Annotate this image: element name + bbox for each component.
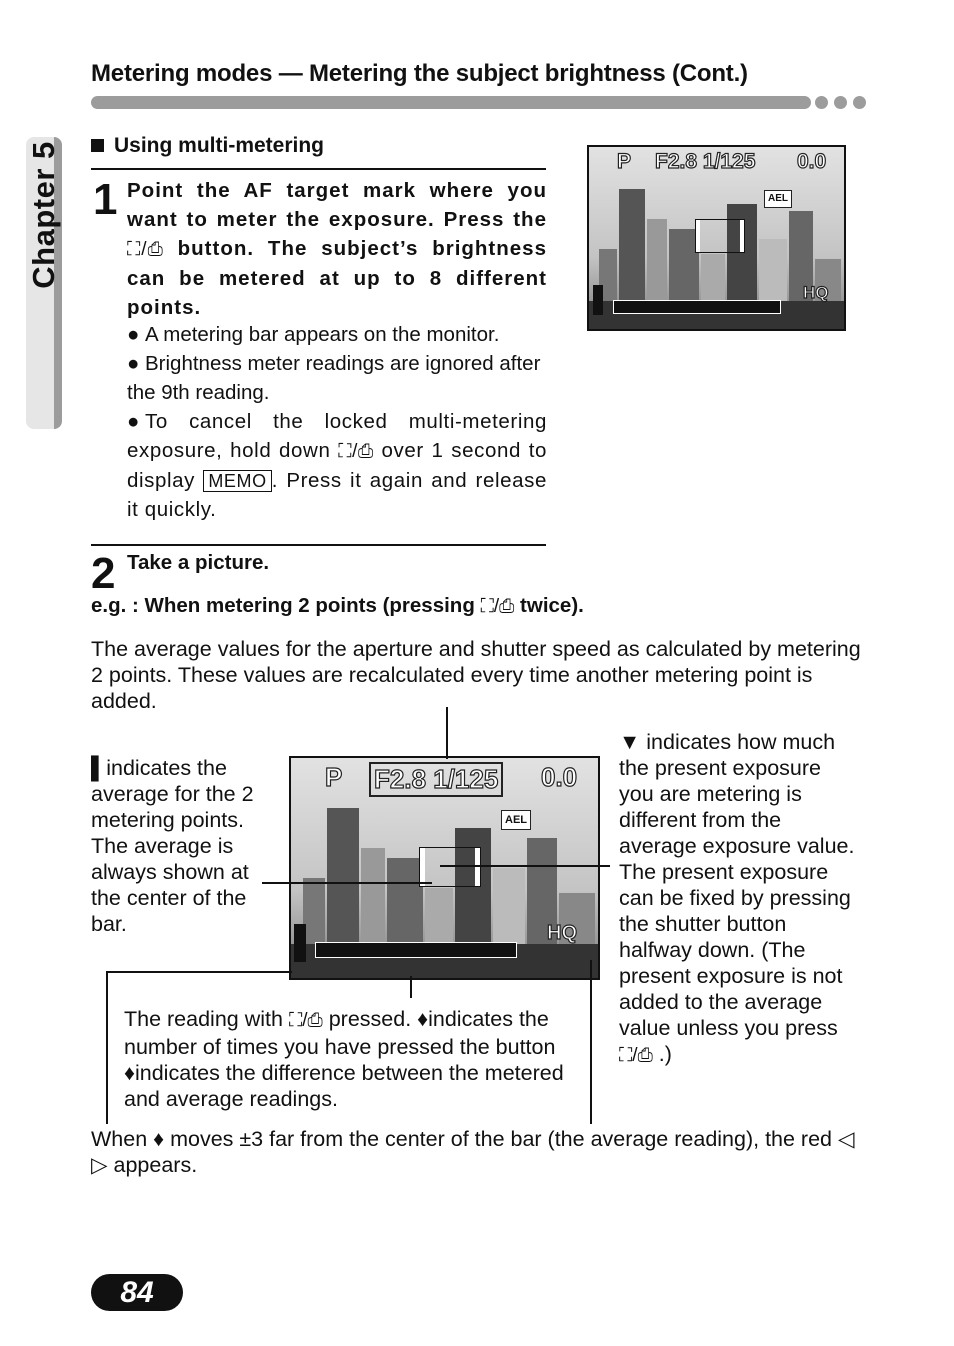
annotation-present-exposure: ▼ indicates how much the present exposure you are metering is different from the average exposure value. The present exposure can be fixed by pressing the shutter button halfway down. (The present exposure is not added to the average value unless you press ⛶/⎙ .): [619, 729, 859, 1069]
chapter-label: Chapter 5: [26, 141, 61, 289]
quality-indicator: HQ: [803, 283, 829, 302]
aperture-shutter-readout: F2.8 1/125: [655, 150, 756, 173]
header-dot: [853, 96, 866, 109]
description-paragraph: The average values for the aperture and shutter speed as calculated by metering 2 points. These values are recalculated every time another metering point is added.: [91, 637, 861, 713]
monitor-screen-small: [587, 145, 846, 331]
callout-line: [106, 971, 108, 1124]
step-number: 2: [91, 549, 116, 598]
divider: [91, 544, 546, 546]
af-memory-icon: ⛶/⎙: [338, 441, 374, 462]
exposure-level-bar: [294, 924, 306, 962]
aperture-shutter-readout: F2.8 1/125: [369, 762, 503, 797]
af-memory-icon: ⛶/⎙: [619, 1045, 653, 1066]
callout-line: [106, 971, 292, 973]
step1-text: Point the AF target mark where you want to meter the exposure. Press the ⛶/⎙ button. The subject’s brightness can be metered at up to 8 different points.: [127, 179, 547, 319]
af-memory-icon: ⛶/⎙: [480, 596, 515, 617]
af-target-mark: [696, 220, 744, 252]
mode-indicator: P: [325, 762, 343, 792]
exposure-comp-readout: 0.0: [797, 150, 827, 173]
mode-indicator: P: [617, 150, 632, 173]
callout-line: [440, 865, 610, 867]
af-target-mark: [420, 848, 480, 886]
af-memory-icon: ⛶/⎙: [127, 239, 164, 260]
exposure-level-bar: [593, 285, 603, 315]
section-heading: Using multi-metering: [91, 134, 324, 158]
square-bullet-icon: [91, 139, 104, 152]
callout-line: [410, 976, 412, 998]
metering-bar: [315, 942, 517, 958]
annotation-reading: The reading with ⛶/⎙ pressed. ♦indicates the number of times you have pressed the button ♦indicates the difference between the metered and average readings.: [124, 1007, 564, 1111]
callout-line: [446, 707, 448, 759]
ael-icon: AEL: [764, 190, 792, 208]
monitor-screen-large: [289, 756, 600, 980]
bullet-item: ● Brightness meter readings are ignored after the 9th reading.: [127, 352, 541, 404]
example-heading: e.g. : When metering 2 points (pressing ⛶/⎙ twice).: [91, 594, 584, 617]
header-dot: [834, 96, 847, 109]
divider: [91, 168, 546, 170]
ael-icon: AEL: [501, 810, 531, 830]
step2-text: Take a picture.: [127, 551, 270, 574]
metering-bar: [613, 300, 781, 314]
callout-line: [262, 882, 432, 884]
bullet-item: ● To cancel the locked multi-metering exposure, hold down ⛶/⎙ over 1 second to display MEMO . Press it again and release it quickly.: [127, 410, 548, 521]
page-number: 84: [91, 1274, 183, 1311]
quality-indicator: HQ: [547, 922, 577, 944]
header-dot: [815, 96, 828, 109]
step-number: 1: [93, 175, 118, 224]
footer-note: When ♦ moves ±3 far from the center of the bar (the average reading), the red ◁ ▷ appears.: [91, 1127, 855, 1177]
callout-line: [590, 960, 592, 1124]
page-title: Metering modes — Metering the subject brightness (Cont.): [91, 60, 748, 87]
memo-indicator: MEMO: [203, 470, 271, 492]
exposure-comp-readout: 0.0: [541, 762, 578, 792]
af-memory-icon: ⛶/⎙: [288, 1010, 323, 1031]
bullet-item: ● A metering bar appears on the monitor.: [127, 323, 500, 346]
annotation-average: ▌indicates the average for the 2 metering points. The average is always shown at the center of the bar.: [91, 756, 254, 936]
header-rule: [91, 96, 811, 109]
